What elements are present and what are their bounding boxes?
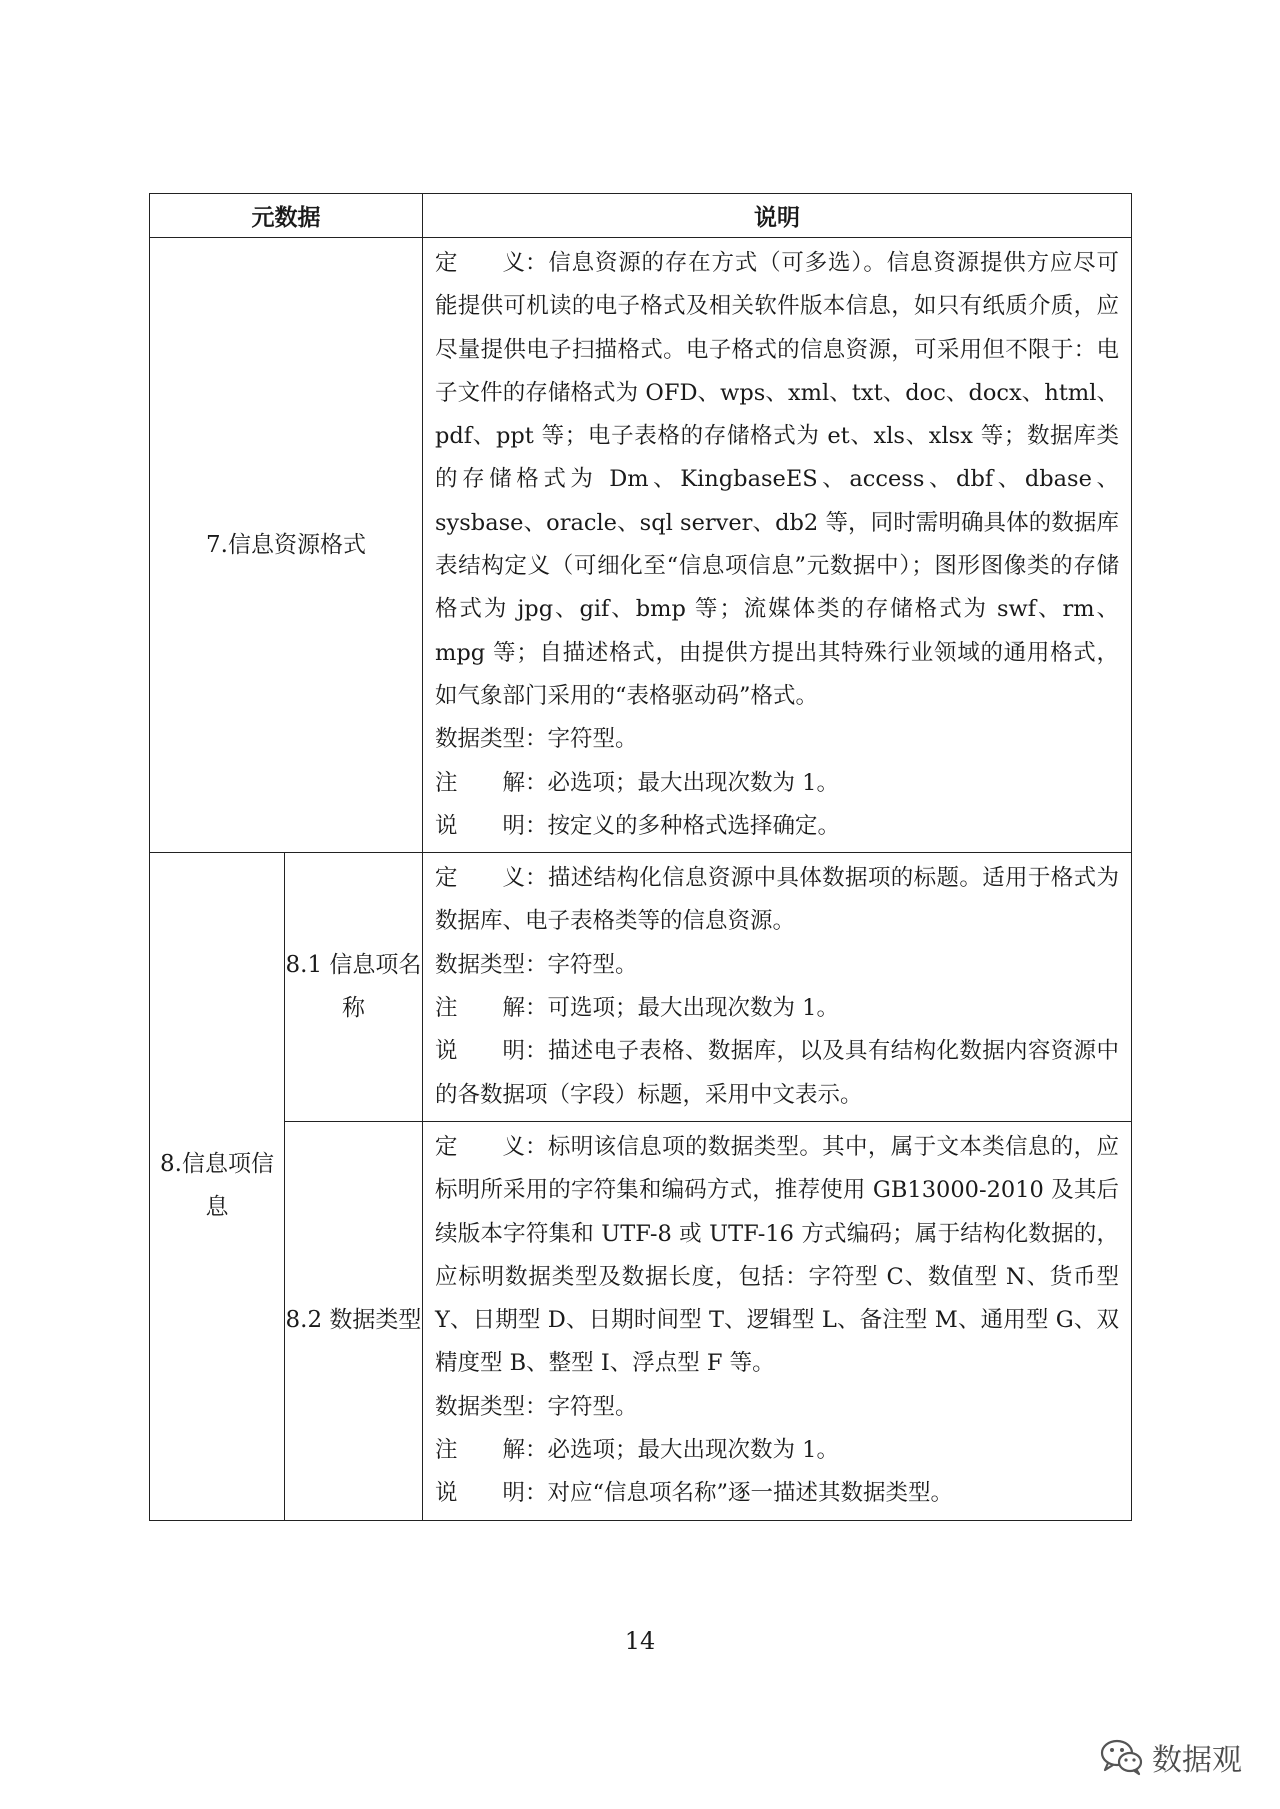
entry-key: 说 明： xyxy=(435,1038,548,1065)
entry-text: 信息资源的存在方式（可多选）。信息资源提供方应尽可能提供可机读的电子格式及相关软件版本信息，如只有纸质介质，应尽量提供电子扫描格式。电子格式的信息资源，可采用但不限于：电子文件的存储格式为 OFD、wps、xml、txt、doc、docx、html、pdf、ppt 等；电子表格的存储格式为 et、xls、xlsx 等；数据库类的存储格式为 Dm、KingbaseES、access、dbf、dbase、sysbase、oracle、sql server、db2 等，同时需明确具体的数据库表结构定义（可细化至“信息项信息”元数据中）；图形图像类的存储格式为 jpg、gif、bmp 等；流媒体类的存储格式为 swf、rm、mpg 等；自描述格式，由提供方提出其特殊行业领域的通用格式，如气象部门采用的“表格驱动码”格式。 xyxy=(435,250,1119,709)
entry-text: 字符型。 xyxy=(547,1393,638,1420)
entry-explanation xyxy=(435,1472,1119,1515)
row-description-data-type xyxy=(423,1121,1132,1520)
entry-annotation xyxy=(435,1429,1119,1472)
entry-text: 描述电子表格、数据库，以及具有结构化数据内容资源中的各数据项（字段）标题，采用中文表示。 xyxy=(435,1038,1119,1108)
entry-definition xyxy=(435,857,1119,944)
entry-key: 数据类型： xyxy=(435,1393,548,1420)
page-number: 14 xyxy=(624,1627,656,1655)
entry-key: 定 义： xyxy=(435,1133,548,1160)
entry-explanation xyxy=(435,805,1119,848)
watermark-text: 数据观 xyxy=(1152,1743,1242,1778)
group-label-item-info: 8.信息项信息 xyxy=(150,853,285,1520)
entry-key: 注 解： xyxy=(435,769,548,796)
header-description: 说明 xyxy=(423,194,1132,238)
entry-explanation xyxy=(435,1030,1119,1117)
table-header-row xyxy=(150,194,1132,238)
table-row xyxy=(150,1121,1132,1520)
header-metadata: 元数据 xyxy=(150,194,423,238)
wechat-icon xyxy=(1100,1738,1144,1776)
entry-definition xyxy=(435,1126,1119,1386)
entry-text: 必选项；最大出现次数为 1。 xyxy=(547,769,839,796)
row-label-data-type: 8.2 数据类型 xyxy=(285,1121,423,1520)
table-row xyxy=(150,238,1132,853)
entry-text: 字符型。 xyxy=(547,951,638,978)
table-row xyxy=(150,853,1132,1122)
entry-key: 数据类型： xyxy=(435,726,548,753)
row-description-format xyxy=(423,238,1132,853)
entry-data-type xyxy=(435,944,1119,987)
entry-data-type xyxy=(435,718,1119,761)
entry-data-type xyxy=(435,1386,1119,1429)
entry-key: 注 解： xyxy=(435,995,548,1022)
entry-text: 按定义的多种格式选择确定。 xyxy=(547,812,841,839)
entry-text: 描述结构化信息资源中具体数据项的标题。适用于格式为数据库、电子表格类等的信息资源。 xyxy=(435,865,1119,935)
entry-key: 数据类型： xyxy=(435,951,548,978)
entry-text: 必选项；最大出现次数为 1。 xyxy=(547,1437,839,1464)
row-label-item-name: 8.1 信息项名称 xyxy=(285,853,423,1122)
entry-text: 对应“信息项名称”逐一描述其数据类型。 xyxy=(547,1480,954,1507)
entry-text: 字符型。 xyxy=(547,726,638,753)
row-description-item-name xyxy=(423,853,1132,1122)
entry-key: 说 明： xyxy=(435,812,548,839)
entry-key: 注 解： xyxy=(435,1437,548,1464)
entry-annotation xyxy=(435,987,1119,1030)
metadata-table xyxy=(149,193,1132,1521)
entry-definition xyxy=(435,242,1119,718)
entry-text: 可选项；最大出现次数为 1。 xyxy=(547,995,839,1022)
entry-annotation xyxy=(435,762,1119,805)
entry-key: 定 义： xyxy=(435,865,548,892)
entry-text: 标明该信息项的数据类型。其中，属于文本类信息的，应标明所采用的字符集和编码方式，推荐使用 GB13000-2010 及其后续版本字符集和 UTF-8 或 UTF-16 方式编码；属于结构化数据的，应标明数据类型及数据长度，包括：字符型 C、数值型 N、货币型 Y、日期型 D、日期时间型 T、逻辑型 L、备注型 M、通用型 G、双精度型 B、整型 I、浮点型 F 等。 xyxy=(435,1133,1119,1377)
watermark xyxy=(1100,1735,1242,1779)
row-label-format: 7.信息资源格式 xyxy=(150,238,423,853)
entry-key: 定 义： xyxy=(435,250,548,276)
entry-key: 说 明： xyxy=(435,1480,548,1507)
